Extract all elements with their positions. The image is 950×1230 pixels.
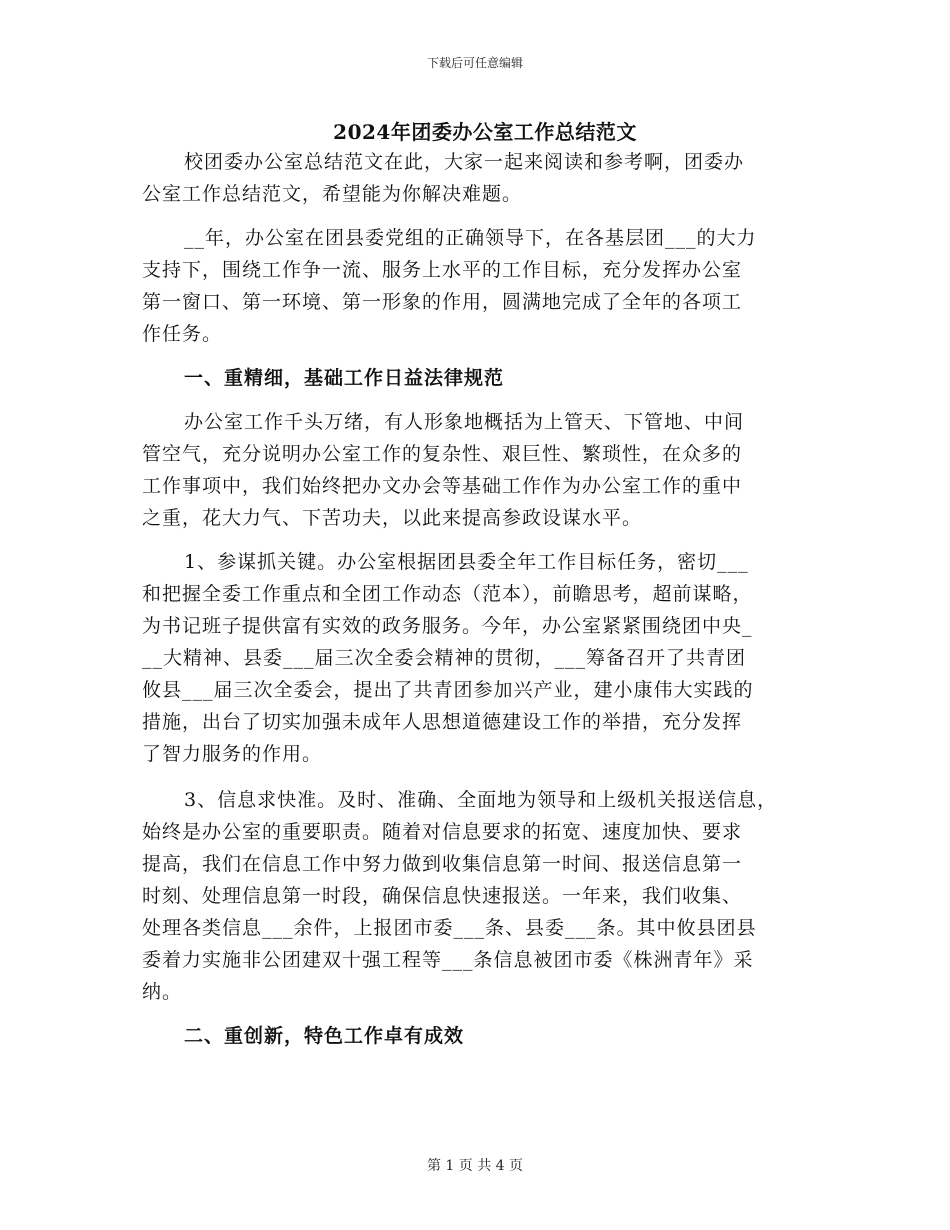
text-line: 纳。 bbox=[142, 981, 183, 1003]
text-line: 第一窗口、第一环境、第一形象的作用，圆满地完成了全年的各项工 bbox=[142, 291, 743, 313]
text-line: 工作事项中，我们始终把办文办会等基础工作作为办公室工作的重中 bbox=[142, 475, 743, 497]
paragraph bbox=[142, 222, 817, 350]
text-line: __大精神、县委___届三次全委会精神的贯彻，___筹备召开了共青团 bbox=[142, 647, 747, 669]
text-line: 和把握全委工作重点和全团工作动态（范本），前瞻思考，超前谋略， bbox=[142, 583, 753, 605]
document-body bbox=[142, 146, 817, 1052]
section-heading: 二、重创新，特色工作卓有成效 bbox=[184, 1025, 465, 1047]
text-line: 时刻、处理信息第一时段，确保信息快速报送。一年来，我们收集、 bbox=[142, 885, 743, 907]
text-line: 委着力实施非公团建双十强工程等___条信息被团市委《株洲青年》采 bbox=[142, 949, 754, 971]
paragraph bbox=[142, 406, 817, 534]
document-title: 2024年团委办公室工作总结范文 bbox=[333, 120, 637, 144]
page-number-footer: 第 1 页 共 4 页 bbox=[426, 1158, 524, 1174]
intro-paragraph bbox=[142, 146, 817, 210]
page-header-note: 下载后可任意编辑 bbox=[426, 56, 523, 70]
text-line: 措施，出台了切实加强未成年人思想道德建设工作的举措，充分发挥 bbox=[142, 711, 743, 733]
text-line: 校团委办公室总结范文在此，大家一起来阅读和参考啊，团委办 bbox=[184, 151, 745, 173]
paragraph bbox=[142, 546, 817, 770]
paragraph bbox=[142, 784, 817, 1008]
text-line: 3、信息求快准。及时、准确、全面地为领导和上级机关报送信息， bbox=[184, 789, 778, 811]
text-line: 处理各类信息___余件，上报团市委___条、县委___条。其中攸县团县 bbox=[142, 917, 757, 939]
text-line: __年，办公室在团县委党组的正确领导下，在各基层团___的大力 bbox=[184, 227, 757, 249]
text-line: 了智力服务的作用。 bbox=[142, 743, 323, 765]
section-heading: 一、重精细，基础工作日益法律规范 bbox=[184, 367, 505, 389]
text-line: 攸县___届三次全委会，提出了共青团参加兴产业，建小康伟大实践的 bbox=[142, 679, 754, 701]
text-line: 1、参谋抓关键。办公室根据团县委全年工作目标任务，密切___ bbox=[184, 551, 749, 573]
text-line: 提高，我们在信息工作中努力做到收集信息第一时间、报送信息第一 bbox=[142, 853, 743, 875]
text-line: 公室工作总结范文，希望能为你解决难题。 bbox=[142, 183, 523, 205]
text-line: 之重，花大力气、下苦功夫，以此来提高参政设谋水平。 bbox=[142, 507, 643, 529]
text-line: 为书记班子提供富有实效的政务服务。今年，办公室紧紧围绕团中央_ bbox=[142, 615, 753, 637]
text-line: 管空气，充分说明办公室工作的复杂性、艰巨性、繁琐性，在众多的 bbox=[142, 443, 743, 465]
text-line: 始终是办公室的重要职责。随着对信息要求的拓宽、速度加快、要求 bbox=[142, 821, 743, 843]
text-line: 支持下，围绕工作争一流、服务上水平的工作目标，充分发挥办公室 bbox=[142, 259, 743, 281]
text-line: 作任务。 bbox=[142, 323, 223, 345]
text-line: 办公室工作千头万绪，有人形象地概括为上管天、下管地、中间 bbox=[184, 411, 745, 433]
